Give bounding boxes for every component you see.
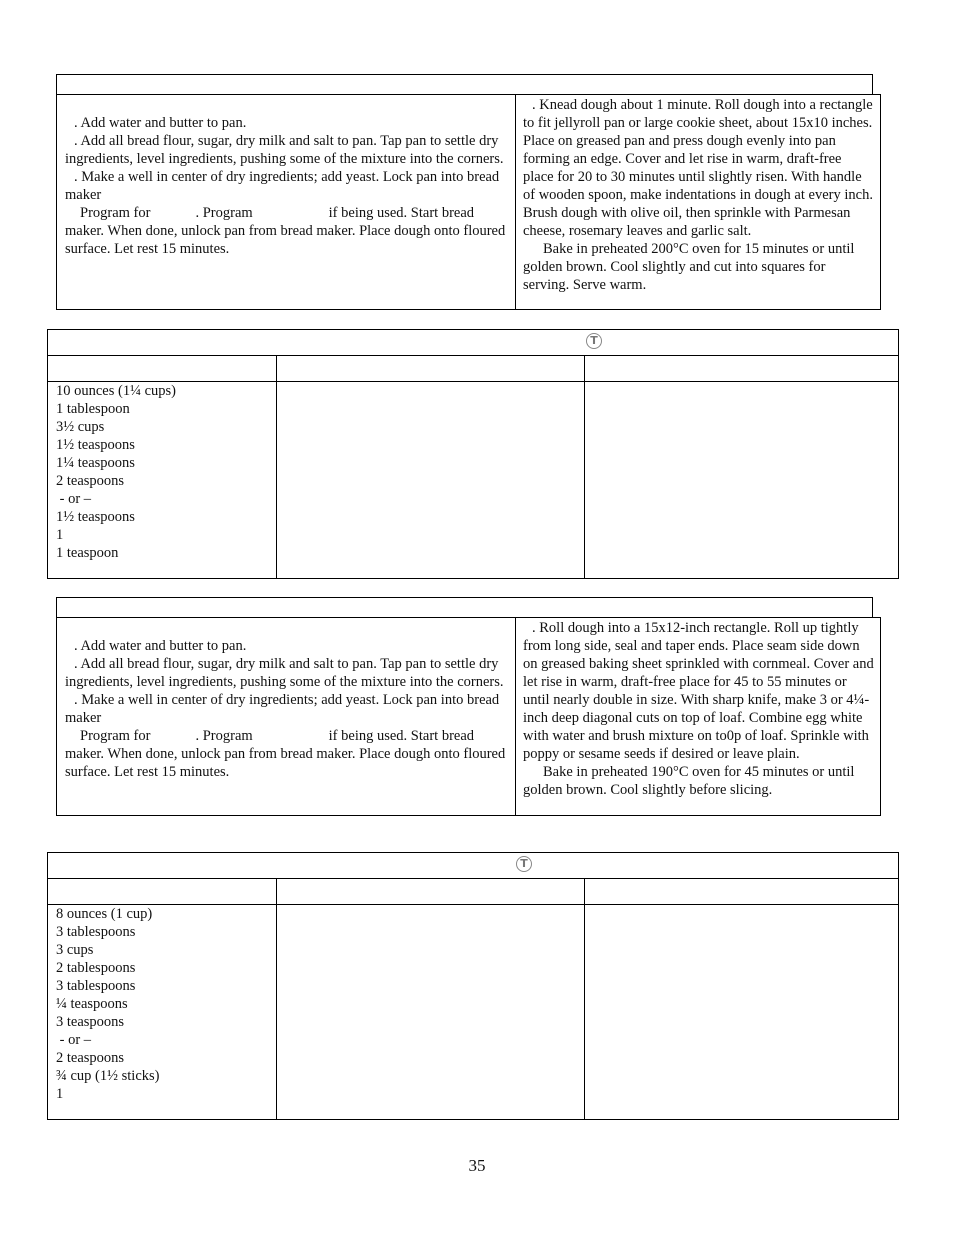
recipe2-step3: . Make a well in center of dry ingredients; add yeast. Lock pan into bread maker [65,692,500,726]
table2-header-divider [48,878,898,879]
timer-icon: T [516,856,532,872]
table1-amounts-column [56,382,271,562]
recipe1-step3: . Make a well in center of dry ingredients; add yeast. Lock pan into bread maker [65,169,500,203]
recipe2-shaping-text: . Roll dough into a 15x12-inch rectangle. Roll up tightly from long side, seal and taper ends. Place seam side down on greased baking sheet sprinkled with cornmeal. Cover and let rise in warm, draft-free place for 45 to 55 minutes or until nearly double in size. With sharp knife, make 3 or 4¼-inch deep diagonal cuts on top of loaf. Combine egg white with water and brush mixture on to0p of loaf. Sprinkle with poppy or sesame seeds if desired or leave plain. [523,620,874,762]
table1-header-divider [48,355,898,356]
recipe2-title-bar [56,597,873,618]
table1-amount: 1 [56,527,64,543]
recipe2-step2: . Add all bread flour, sugar, dry milk and salt to pan. Tap pan to settle dry ingredients, level ingredients, pushing some of the mixture into the corners. [65,656,504,690]
table2-amount: 3 cups [56,942,94,958]
recipe1-left-instructions [56,94,516,310]
recipe2-right-instructions [515,617,881,816]
table2-amount: 1 [56,1086,64,1102]
table2-amount: 3 tablespoons [56,924,136,940]
table2-amount: ¼ teaspoons [56,996,128,1012]
recipe1-right-instructions [515,94,881,310]
recipe2-baking-text: Bake in preheated 190°C oven for 45 minutes or until golden brown. Cool slightly before slicing. [523,764,855,798]
recipe1-shaping-text: . Knead dough about 1 minute. Roll dough into a rectangle to fit jellyroll pan or large cookie sheet, about 15x10 inches. Place on greased pan and press dough evenly into pan forming an edge. Cover and let rise in warm, draft-free place for 20 to 30 minutes until slightly risen. With handle of wooden spoon, make indentations in dough at every inch. Brush dough with olive oil, then sprinkle with Parmesan cheese, rosemary leaves and garlic salt. [523,97,873,239]
table1-amount: - or – [56,491,92,507]
table2-amount: 3 teaspoons [56,1014,125,1030]
table2-col-divider-1 [276,878,277,1119]
recipe2-left-instructions [56,617,516,816]
table2-amount: 2 teaspoons [56,1050,125,1066]
table2-amounts-column [56,905,271,1103]
table1-amount: 10 ounces (1¼ cups) [56,383,177,399]
table1-amount: 2 teaspoons [56,473,125,489]
table1-amount: 1 tablespoon [56,401,130,417]
table1-amount: 1 teaspoon [56,545,119,561]
recipe1-baking-text: Bake in preheated 200°C oven for 15 minutes or until golden brown. Cool slightly and cut into squares for serving. Serve warm. [523,241,855,293]
page-number: 35 [468,1156,486,1175]
table1-amount: 1½ teaspoons [56,509,135,525]
table2-amount: - or – [56,1032,92,1048]
table1-col-divider-1 [276,355,277,578]
table1-amount: 3½ cups [56,419,105,435]
table1-amount: 1¼ teaspoons [56,455,135,471]
recipe1-title-bar [56,74,873,95]
table2-amount: 3 tablespoons [56,978,136,994]
table1-amount: 1½ teaspoons [56,437,135,453]
table2-amount: ¾ cup (1½ sticks) [56,1068,160,1084]
recipe1-step4: Program for . Program if being used. Start bread maker. When done, unlock pan from bread maker. Place dough onto floured surface. Let rest 15 minutes. [65,205,506,257]
recipe1-step1: . Add water and butter to pan. [74,115,247,131]
table1-col-divider-2 [584,355,585,578]
ingredients-table-1 [47,329,899,579]
recipe1-step2: . Add all bread flour, sugar, dry milk and salt to pan. Tap pan to settle dry ingredients, level ingredients, pushing some of the mixture into the corners. [65,133,504,167]
table2-col-divider-2 [584,878,585,1119]
table2-amount: 2 tablespoons [56,960,136,976]
recipe2-step4: Program for . Program if being used. Start bread maker. When done, unlock pan from bread maker. Place dough onto floured surface. Let rest 15 minutes. [65,728,506,780]
recipe2-step1: . Add water and butter to pan. [74,638,247,654]
timer-icon: T [586,333,602,349]
ingredients-table-2 [47,852,899,1120]
table2-amount: 8 ounces (1 cup) [56,906,153,922]
